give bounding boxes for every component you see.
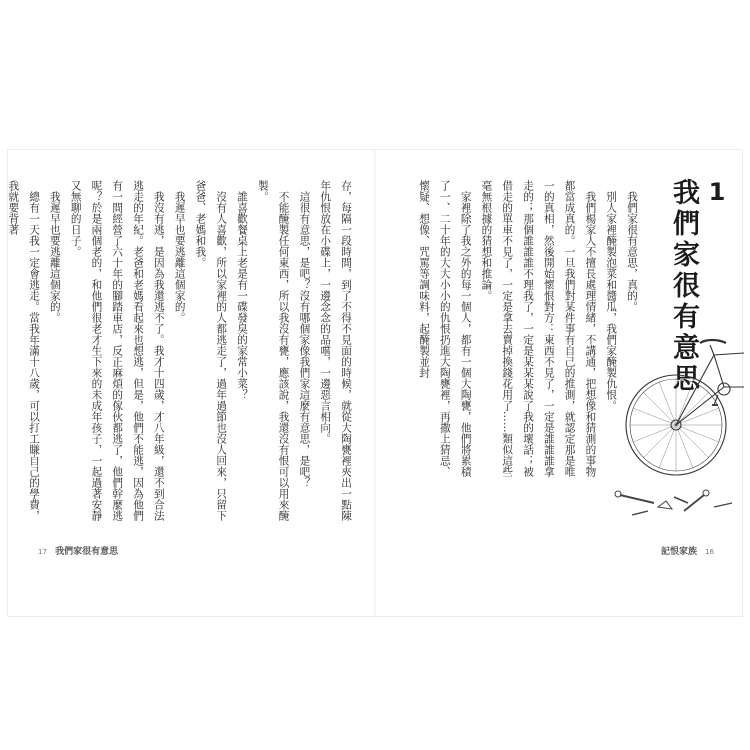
left-page bbox=[8, 150, 374, 616]
paragraph: 我沒有逃，是因為我還逃不了。我才十四歲，才八年級，還不到合法逃走的年紀。老爸和老媽看起來也想逃，但是，他們不能逃，因為他們有一間經營了六十年的腳踏車店，反正麻煩的傢伙都逃了，他們幹麼逃呢？於是兩個老的，和他們很老才生下來的未成年孩子，一起過著安靜又無聊的日子。 bbox=[69, 180, 165, 521]
paragraph: 我遲早也要逃離這個家的。 bbox=[48, 190, 61, 323]
right-page-body bbox=[394, 180, 642, 486]
right-page bbox=[376, 150, 742, 616]
left-page-body bbox=[7, 180, 356, 524]
paragraph: 家裡除了我之外的每一個人，都有一個大陶甕，他們將累積了一、二十年的大大小小的仇恨扔進大陶甕裡，再撒上猜忌、懷疑、想像、咒罵等調味料，起醃製並封 bbox=[418, 180, 472, 477]
paragraph: 這很有意思，是吧？沒有哪個家像我們家這麼有意思，是吧？ bbox=[298, 190, 311, 488]
chapter-number: 1 bbox=[703, 178, 731, 206]
paragraph: 沒有人喜歡，所以家裡的人都逃走了，過年過節也沒人回來，只留下爸爸、老媽和我。 bbox=[194, 180, 228, 521]
chapter-title: 我們家很有意思 bbox=[668, 178, 699, 395]
paragraph: 我們家很有意思，真的。 bbox=[626, 190, 638, 312]
bicycle-illustration bbox=[614, 325, 744, 555]
paragraph: 我們楊家人不擅長處理情緒，不講通，把想像和猜測的事物都當成真的。一旦我們對某件事有自己的推測，就認定那是唯一的真相，然後開始懷恨對方：東西不見了，一定是誰誰誰拿走的；那個誰誰誰不理我了，一定是某某某說了我的壞話；被借走的單車不見了，一定是拿去賣掉換錢花用了……類似這些毫無根據的猜想和推論。 bbox=[480, 180, 597, 477]
paragraph: 誰喜歡餐桌上老是有一碟發臭的家常小菜？ bbox=[236, 190, 249, 400]
left-folio bbox=[33, 544, 118, 557]
page-number: 16 bbox=[705, 548, 715, 556]
book-spread bbox=[8, 150, 742, 616]
paragraph: 總有一天我一定會逃走。當我年滿十八歲，可以打工賺自己的學費，我就要背著 bbox=[7, 180, 41, 521]
paragraph: 存，每隔一段時間，到了不得不見面的時候，就從大陶甕裡夾出一點陳年仇恨放在小碟上，一邊念念的品嚐，一邊惡言相向。 bbox=[319, 180, 352, 521]
right-folio bbox=[661, 544, 719, 557]
paragraph: 別人家裡醃製泡菜和醬瓜，我們家醃製仇恨。 bbox=[605, 190, 618, 411]
paragraph: 不能醃製任何東西，所以我沒有甕，應該說，我還沒有恨可以用來醃製。 bbox=[256, 180, 290, 521]
page-number: 17 bbox=[38, 548, 47, 556]
running-title: 記恨家族 bbox=[661, 547, 698, 557]
paragraph: 我遲早也要逃離這個家的。 bbox=[173, 190, 186, 323]
running-title: 我們家很有意思 bbox=[55, 547, 119, 557]
